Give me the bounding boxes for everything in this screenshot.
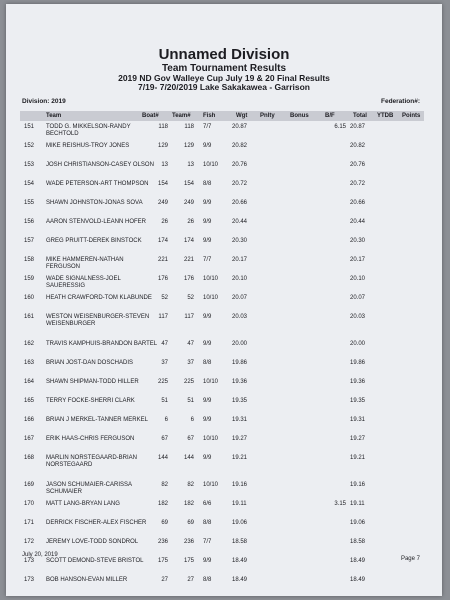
boat-cell: 47 — [161, 341, 168, 347]
place-cell: 157 — [24, 238, 35, 244]
team-cell: TODD G. MIKKELSON-RANDY BECHTOLD — [46, 124, 131, 137]
total-cell: 20.76 — [350, 162, 366, 168]
weight-cell: 20.72 — [232, 181, 248, 187]
total-cell: 19.16 — [350, 482, 366, 488]
federation-label: Federation#: — [380, 98, 420, 105]
team-number-cell: 6 — [190, 417, 194, 423]
col-bonus: Bonus — [290, 113, 309, 119]
table-row — [20, 160, 424, 179]
total-cell: 20.17 — [350, 257, 366, 263]
place-cell: 164 — [24, 379, 35, 385]
weight-cell: 18.49 — [232, 558, 248, 564]
team-cell: BRIAN JOST-DAN DOSCHADIS — [46, 360, 134, 366]
team-cell: BOB HANSON-EVAN MILLER — [46, 577, 128, 583]
weight-cell: 20.87 — [232, 124, 248, 130]
fish-cell: 9/9 — [203, 558, 212, 564]
place-cell: 166 — [24, 417, 35, 423]
table-row — [20, 518, 424, 537]
division-label: Division: 2019 — [22, 98, 66, 105]
page-number: Page 7 — [400, 556, 420, 562]
team-cell: BRIAN J MERKEL-TANNER MERKEL — [46, 417, 148, 423]
weight-cell: 20.00 — [232, 341, 248, 347]
place-cell: 152 — [24, 143, 35, 149]
table-row — [20, 396, 424, 415]
team-number-cell: 52 — [187, 295, 194, 301]
place-cell: 173 — [24, 577, 35, 583]
boat-cell: 27 — [161, 577, 168, 583]
place-cell: 173 — [24, 558, 35, 564]
team-number-cell: 154 — [183, 181, 194, 187]
fish-cell: 7/7 — [203, 124, 212, 130]
team-number-cell: 182 — [183, 501, 194, 507]
total-cell: 19.06 — [350, 520, 366, 526]
total-cell: 19.36 — [350, 379, 366, 385]
table-row — [20, 274, 424, 293]
results-table — [20, 122, 424, 594]
total-cell: 18.58 — [350, 539, 366, 545]
col-penalty: Pnlty — [260, 113, 275, 119]
weight-cell: 19.16 — [232, 482, 248, 488]
team-number-cell: 221 — [183, 257, 194, 263]
team-number-cell: 69 — [187, 520, 194, 526]
place-cell: 151 — [24, 124, 35, 130]
fish-cell: 10/10 — [203, 276, 219, 282]
boat-cell: 118 — [158, 124, 168, 130]
table-header — [20, 111, 424, 121]
weight-cell: 20.66 — [232, 200, 248, 206]
weight-cell: 20.76 — [232, 162, 248, 168]
boat-cell: 176 — [157, 276, 168, 282]
team-number-cell: 82 — [187, 482, 194, 488]
place-cell: 161 — [24, 314, 35, 320]
fish-cell: 9/9 — [203, 200, 212, 206]
place-cell: 153 — [24, 162, 35, 168]
place-cell: 154 — [24, 181, 35, 187]
table-row — [20, 255, 424, 274]
team-number-cell: 236 — [183, 539, 194, 545]
boat-cell: 117 — [158, 314, 168, 320]
fish-cell: 9/9 — [203, 314, 212, 320]
boat-cell: 144 — [157, 455, 168, 461]
place-cell: 168 — [24, 455, 35, 461]
team-cell: SCOTT DEMOND-STEVE BRISTOL — [46, 558, 144, 564]
table-row — [20, 293, 424, 312]
team-cell: GREG PRUITT-DEREK BINSTOCK — [46, 238, 142, 244]
col-big-fish: B/F — [325, 113, 335, 119]
team-number-cell: 51 — [187, 398, 194, 404]
col-team-number: Team# — [172, 113, 191, 119]
weight-cell: 19.36 — [232, 379, 248, 385]
team-number-cell: 47 — [187, 341, 194, 347]
boat-cell: 51 — [161, 398, 168, 404]
boat-cell: 52 — [161, 295, 168, 301]
place-cell: 172 — [24, 539, 35, 545]
team-cell: WADE PETERSON-ART THOMPSON — [46, 181, 149, 187]
team-number-cell: 27 — [187, 577, 194, 583]
col-ytdb: YTDB — [377, 113, 394, 119]
team-cell: JOSH CHRISTIANSON-CASEY OLSON — [46, 162, 154, 168]
team-cell: JASON SCHUMAIER-CARISSA SCHUMAIER — [46, 482, 132, 495]
weight-cell: 18.49 — [232, 577, 248, 583]
weight-cell: 20.44 — [232, 219, 248, 225]
team-cell: TRAVIS KAMPHUIS-BRANDON BARTEL — [46, 341, 158, 347]
team-cell: DERRICK FISCHER-ALEX FISCHER — [46, 520, 147, 526]
place-cell: 162 — [24, 341, 35, 347]
table-row — [20, 312, 424, 339]
team-cell: MARLIN NORSTEGAARD-BRIAN NORSTEGAARD — [46, 455, 138, 468]
total-cell: 20.30 — [350, 238, 366, 244]
total-cell: 19.31 — [350, 417, 366, 423]
weight-cell: 20.82 — [232, 143, 248, 149]
weight-cell: 19.27 — [232, 436, 248, 442]
weight-cell: 19.35 — [232, 398, 248, 404]
boat-cell: 174 — [157, 238, 168, 244]
weight-cell: 18.58 — [232, 539, 248, 545]
team-number-cell: 13 — [187, 162, 194, 168]
weight-cell: 20.17 — [232, 257, 248, 263]
total-cell: 20.72 — [350, 181, 366, 187]
fish-cell: 7/7 — [203, 257, 212, 263]
table-row — [20, 453, 424, 480]
col-total: Total — [353, 113, 367, 119]
fish-cell: 9/9 — [203, 455, 212, 461]
fish-cell: 8/8 — [203, 181, 212, 187]
place-cell: 171 — [24, 520, 35, 526]
team-number-cell: 225 — [183, 379, 194, 385]
fish-cell: 9/9 — [203, 398, 212, 404]
place-cell: 167 — [24, 436, 35, 442]
table-row — [20, 480, 424, 499]
report-subtitle: Team Tournament Results — [161, 63, 287, 74]
team-cell: WESTON WEISENBURGER-STEVEN WEISENBURGER — [46, 314, 150, 327]
boat-cell: 182 — [157, 501, 168, 507]
team-cell: MIKE HAMMEREN-NATHAN FERGUSON — [46, 257, 124, 270]
col-team: Team — [46, 113, 62, 119]
big-fish-cell: 6.15 — [334, 124, 346, 130]
boat-cell: 6 — [164, 417, 168, 423]
table-row — [20, 377, 424, 396]
weight-cell: 20.30 — [232, 238, 248, 244]
team-cell: JEREMY LOVE-TODD SONDROL — [46, 539, 139, 545]
table-row — [20, 339, 424, 358]
place-cell: 156 — [24, 219, 35, 225]
fish-cell: 8/8 — [203, 520, 212, 526]
boat-cell: 154 — [157, 181, 168, 187]
table-row — [20, 499, 424, 518]
total-cell: 20.00 — [350, 341, 366, 347]
fish-cell: 10/10 — [203, 162, 219, 168]
total-cell: 18.49 — [350, 577, 366, 583]
col-points: Points — [402, 113, 421, 119]
weight-cell: 19.06 — [232, 520, 248, 526]
team-cell: MATT LANG-BRYAN LANG — [46, 501, 120, 507]
total-cell: 20.03 — [350, 314, 366, 320]
weight-cell: 20.07 — [232, 295, 248, 301]
place-cell: 158 — [24, 257, 35, 263]
fish-cell: 10/10 — [203, 436, 219, 442]
boat-cell: 82 — [161, 482, 168, 488]
team-number-cell: 129 — [183, 143, 194, 149]
weight-cell: 20.03 — [232, 314, 248, 320]
col-fish: Fish — [203, 113, 216, 119]
team-number-cell: 144 — [183, 455, 194, 461]
fish-cell: 9/9 — [203, 238, 212, 244]
fish-cell: 8/8 — [203, 577, 212, 583]
team-cell: ERIK HAAS-CHRIS FERGUSON — [46, 436, 135, 442]
place-cell: 155 — [24, 200, 35, 206]
total-cell: 20.87 — [350, 124, 366, 130]
fish-cell: 9/9 — [203, 143, 212, 149]
table-row — [20, 179, 424, 198]
team-cell: HEATH CRAWFORD-TOM KLABUNDE — [46, 295, 152, 301]
footer-date: July 20, 2019 — [22, 552, 58, 558]
team-cell: SHAWN JOHNSTON-JONAS SOVA — [46, 200, 143, 206]
weight-cell: 20.10 — [232, 276, 248, 282]
fish-cell: 10/10 — [203, 482, 219, 488]
place-cell: 163 — [24, 360, 35, 366]
team-number-cell: 117 — [184, 314, 194, 320]
total-cell: 19.35 — [350, 398, 366, 404]
team-cell: SHAWN SHIPMAN-TODD HILLER — [46, 379, 139, 385]
boat-cell: 13 — [161, 162, 168, 168]
boat-cell: 221 — [157, 257, 168, 263]
event-name: 2019 ND Gov Walleye Cup July 19 & 20 Final Results — [118, 73, 330, 83]
big-fish-cell: 3.15 — [334, 501, 346, 507]
weight-cell: 19.21 — [232, 455, 248, 461]
team-number-cell: 26 — [187, 219, 194, 225]
place-cell: 169 — [24, 482, 35, 488]
team-cell: WADE SIGNALNESS-JOEL SAUERESSIG — [46, 276, 121, 289]
boat-cell: 175 — [157, 558, 168, 564]
boat-cell: 225 — [157, 379, 168, 385]
place-cell: 170 — [24, 501, 35, 507]
table-row — [20, 434, 424, 453]
table-row — [20, 141, 424, 160]
total-cell: 19.86 — [350, 360, 366, 366]
total-cell: 18.49 — [350, 558, 366, 564]
total-cell: 19.21 — [350, 455, 366, 461]
team-number-cell: 174 — [183, 238, 194, 244]
team-number-cell: 67 — [187, 436, 194, 442]
fish-cell: 9/9 — [203, 417, 212, 423]
fish-cell: 9/9 — [203, 219, 212, 225]
col-boat: Boat# — [142, 113, 159, 119]
division-title: Unnamed Division — [158, 46, 290, 63]
team-number-cell: 176 — [183, 276, 194, 282]
total-cell: 20.82 — [350, 143, 366, 149]
fish-cell: 6/6 — [203, 501, 212, 507]
fish-cell: 7/7 — [203, 539, 212, 545]
boat-cell: 26 — [161, 219, 168, 225]
col-weight: Wgt — [236, 113, 248, 119]
table-row — [20, 198, 424, 217]
boat-cell: 236 — [157, 539, 168, 545]
total-cell: 20.66 — [350, 200, 366, 206]
fish-cell: 10/10 — [203, 379, 219, 385]
table-row — [20, 122, 424, 141]
event-dates: 7/19- 7/20/2019 Lake Sakakawea - Garrison — [137, 82, 310, 92]
boat-cell: 249 — [157, 200, 168, 206]
weight-cell: 19.86 — [232, 360, 248, 366]
table-row — [20, 217, 424, 236]
total-cell: 20.10 — [350, 276, 366, 282]
place-cell: 159 — [24, 276, 35, 282]
boat-cell: 69 — [161, 520, 168, 526]
weight-cell: 19.11 — [232, 501, 247, 507]
fish-cell: 9/9 — [203, 341, 212, 347]
table-row — [20, 415, 424, 434]
table-row — [20, 556, 424, 575]
boat-cell: 67 — [161, 436, 168, 442]
team-cell: MIKE REISHUS-TROY JONES — [46, 143, 130, 149]
fish-cell: 10/10 — [203, 295, 219, 301]
team-number-cell: 249 — [183, 200, 194, 206]
total-cell: 19.27 — [350, 436, 366, 442]
team-number-cell: 118 — [184, 124, 194, 130]
team-cell: TERRY FOCKE-SHERRI CLARK — [46, 398, 135, 404]
boat-cell: 129 — [157, 143, 168, 149]
table-row — [20, 236, 424, 255]
fish-cell: 8/8 — [203, 360, 212, 366]
team-number-cell: 37 — [187, 360, 194, 366]
total-cell: 19.11 — [350, 501, 365, 507]
results-page — [6, 4, 442, 596]
boat-cell: 37 — [161, 360, 168, 366]
weight-cell: 19.31 — [232, 417, 248, 423]
place-cell: 165 — [24, 398, 35, 404]
place-cell: 160 — [24, 295, 35, 301]
table-row — [20, 575, 424, 594]
table-row — [20, 358, 424, 377]
team-cell: AARON STENVOLD-LEANN HOFER — [46, 219, 147, 225]
table-row — [20, 537, 424, 556]
team-number-cell: 175 — [183, 558, 194, 564]
total-cell: 20.07 — [350, 295, 366, 301]
total-cell: 20.44 — [350, 219, 366, 225]
